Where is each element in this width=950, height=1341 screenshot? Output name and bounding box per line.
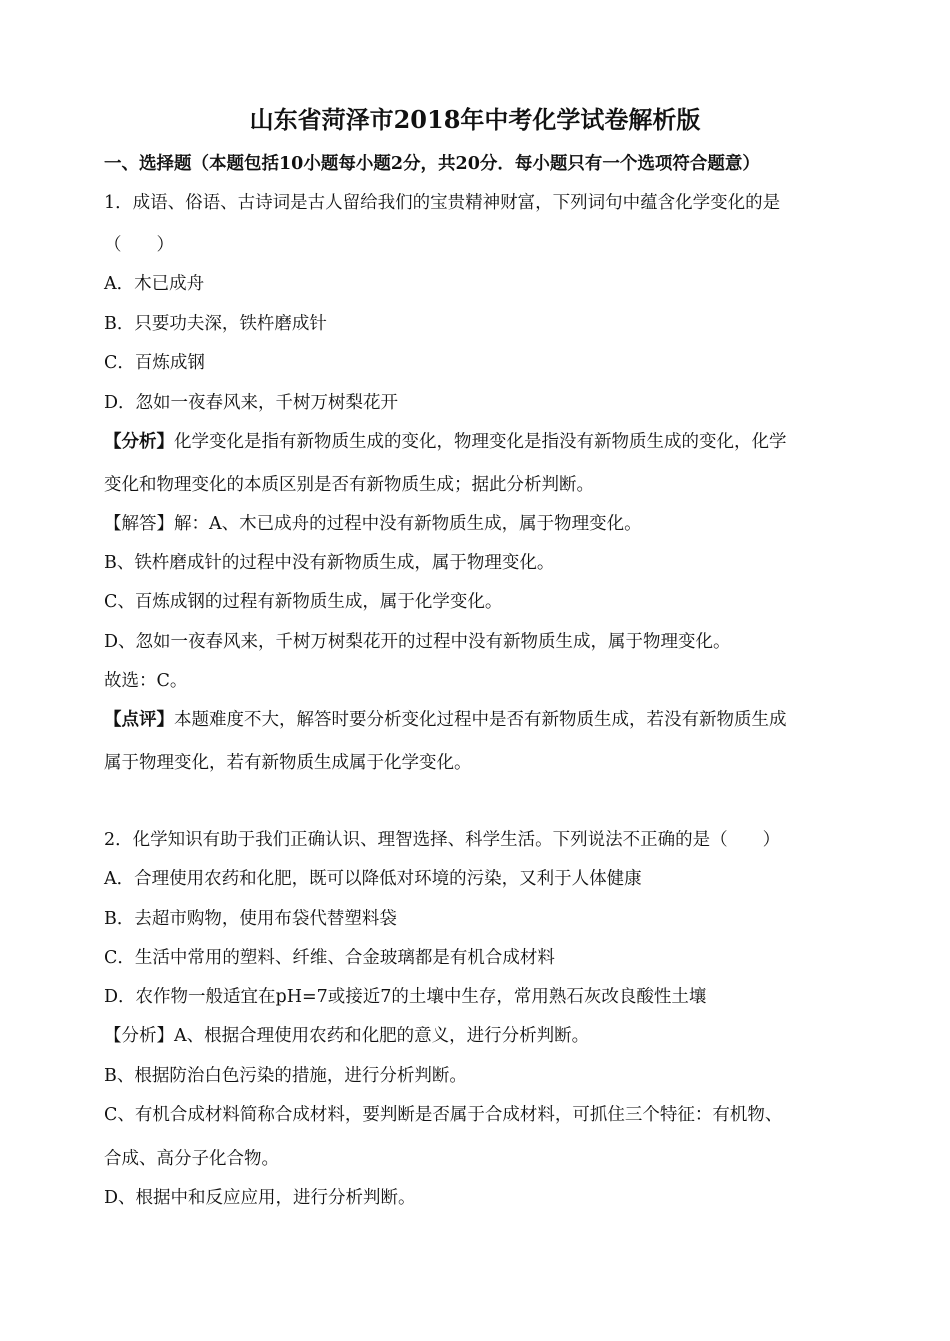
q1-answer-line2: B、铁杵磨成针的过程中没有新物质生成，属于物理变化。 [104,553,555,573]
q1-option-c: C．百炼成钢 [104,353,205,373]
q2-analysis-line1: 【分析】A、根据合理使用农药和化肥的意义，进行分析判断。 [104,1026,590,1046]
q2-option-d: D．农作物一般适宜在pH=7或接近7的土壤中生存，常用熟石灰改良酸性土壤 [104,987,707,1007]
q2-stem-line1: 2．化学知识有助于我们正确认识、理智选择、科学生活。下列说法不正确的是（ ） [104,830,781,850]
q1-answer-line4: D、忽如一夜春风来，千树万树梨花开的过程中没有新物质生成，属于物理变化。 [104,632,731,652]
q1-comment-line2: 属于物理变化，若有新物质生成属于化学变化。 [104,753,472,773]
q2-analysis-line5: D、根据中和反应应用，进行分析判断。 [104,1188,416,1208]
q1-stem-line2: （ ） [104,235,174,255]
q2-analysis-line2: B、根据防治白色污染的措施，进行分析判断。 [104,1066,467,1086]
q2-option-c: C．生活中常用的塑料、纤维、合金玻璃都是有机合成材料 [104,948,555,968]
q2-option-a: A．合理使用农药和化肥，既可以降低对环境的污染，又利于人体健康 [104,869,642,889]
q1-analysis-text: 化学变化是指有新物质生成的变化，物理变化是指没有新物质生成的变化，化学 [174,432,787,452]
q2-analysis-line4: 合成、高分子化合物。 [104,1149,279,1169]
q2-option-b: B．去超市购物，使用布袋代替塑料袋 [104,909,397,929]
q1-analysis-tag: 【分析】 [104,432,174,452]
page-title: 山东省菏泽市2018年中考化学试卷解析版 [249,105,701,134]
q1-choice: 故选：C。 [104,671,188,691]
q1-comment-tag: 【点评】 [104,710,174,730]
q1-answer-line3: C、百炼成钢的过程有新物质生成，属于化学变化。 [104,592,503,612]
q1-stem-line1: 1．成语、俗语、古诗词是古人留给我们的宝贵精神财富，下列词句中蕴含化学变化的是 [104,193,781,213]
q1-option-b: B．只要功夫深，铁杵磨成针 [104,314,327,334]
q1-answer-line1: 【解答】解：A、木已成舟的过程中没有新物质生成，属于物理变化。 [104,514,642,534]
q1-analysis-line2: 变化和物理变化的本质区别是否有新物质生成；据此分析判断。 [104,475,594,495]
q1-comment-line1 [104,707,787,733]
q1-comment-text: 本题难度不大，解答时要分析变化过程中是否有新物质生成，若没有新物质生成 [174,710,787,730]
section-heading: 一、选择题（本题包括10小题每小题2分，共20分．每小题只有一个选项符合题意） [104,154,760,174]
q1-option-d: D．忽如一夜春风来，千树万树梨花开 [104,393,399,413]
q1-analysis-line1 [104,429,787,455]
q1-option-a: A．木已成舟 [104,274,205,294]
q2-analysis-line3: C、有机合成材料简称合成材料，要判断是否属于合成材料，可抓住三个特征：有机物、 [104,1105,783,1125]
